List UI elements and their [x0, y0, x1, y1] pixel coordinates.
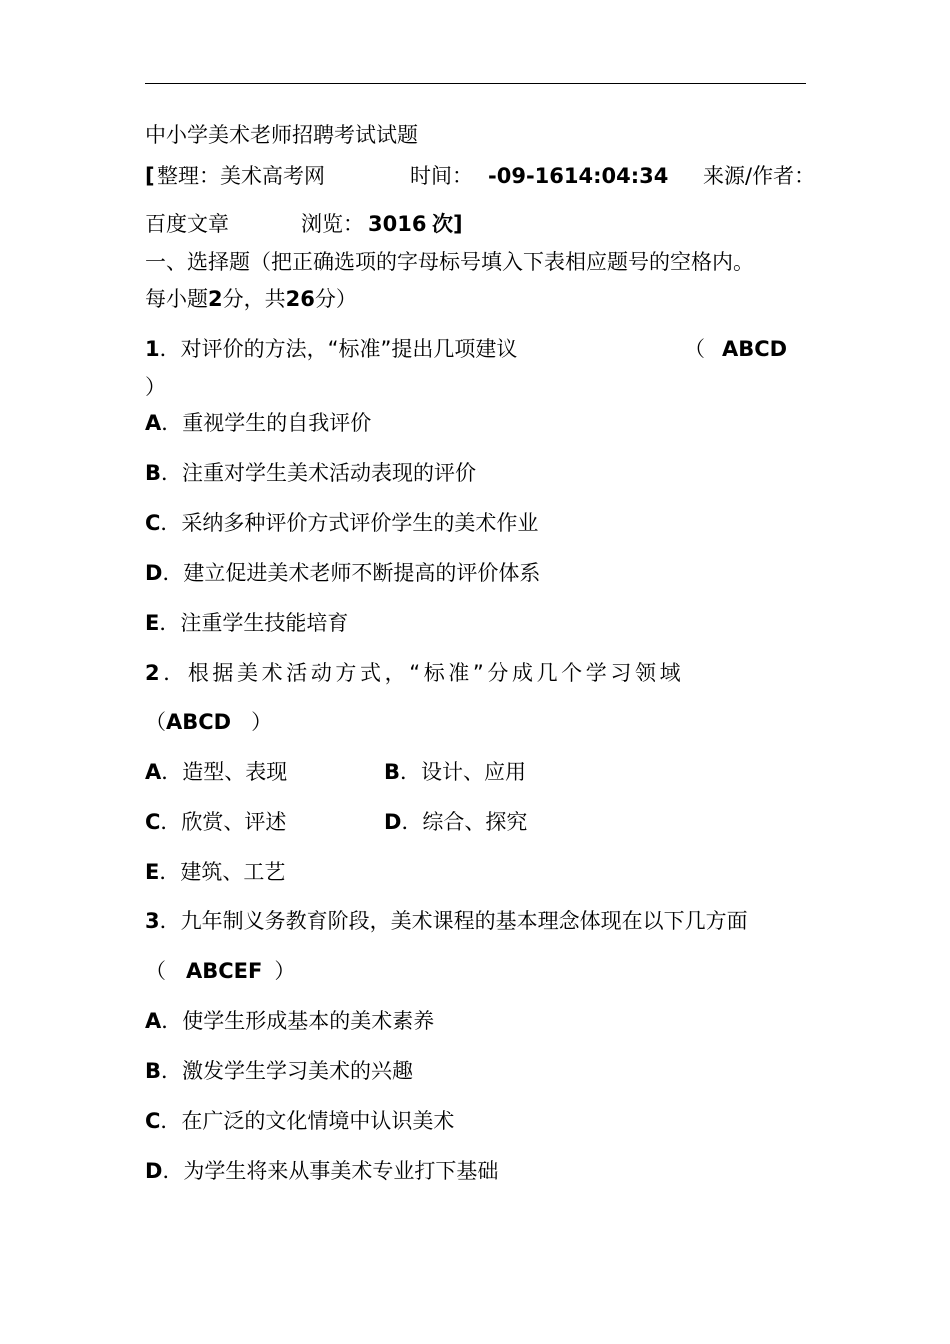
- option-e: [145, 610, 348, 636]
- option-b: [384, 759, 526, 785]
- option-letter: C: [145, 1109, 161, 1133]
- answer-paren-close: ）: [274, 959, 296, 983]
- option-letter: A: [145, 760, 162, 784]
- section-heading-text: 分）: [314, 287, 357, 311]
- question-number: 1: [145, 337, 160, 361]
- option-text: ．建筑、工艺: [159, 860, 286, 884]
- meta-views-value: 3016: [368, 212, 427, 236]
- section-heading-text: 分，共: [222, 287, 286, 311]
- question-2: [145, 660, 684, 686]
- meta-time-value: -09-1614:04:34: [488, 164, 669, 188]
- header-rule: [145, 83, 806, 84]
- meta-views-label: 浏览：: [301, 212, 364, 236]
- question-3-answer: ABCEF: [186, 959, 263, 983]
- question-1: [145, 336, 517, 362]
- option-c: [145, 1108, 454, 1134]
- option-text: ．注重对学生美术活动表现的评价: [161, 461, 477, 485]
- option-text: ．重视学生的自我评价: [161, 411, 372, 435]
- option-text: ．造型、表现: [161, 760, 288, 784]
- option-text: ．建立促进美术老师不断提高的评价体系: [162, 561, 541, 585]
- question-1-answer: ABCD: [722, 337, 788, 361]
- option-letter: A: [145, 411, 162, 435]
- answer-paren-open: （: [684, 337, 705, 361]
- option-text: ．在广泛的文化情境中认识美术: [160, 1109, 455, 1133]
- option-text: ．为学生将来从事美术专业打下基础: [162, 1159, 499, 1183]
- question-number: 2: [145, 661, 164, 685]
- option-d: [145, 1158, 498, 1184]
- meta-source-label: 来源/作者：: [703, 164, 816, 188]
- option-letter: B: [145, 1059, 162, 1083]
- question-3-answer-line: [145, 958, 295, 984]
- answer-paren-close: ）: [145, 375, 166, 399]
- option-text: ．采纳多种评价方式评价学生的美术作业: [160, 511, 539, 535]
- section-heading-line1: 一、选择题（把正确选项的字母标号填入下表相应题号的空格内。: [145, 250, 754, 274]
- option-a: [145, 1008, 434, 1034]
- option-text: ．注重学生技能培育: [159, 611, 349, 635]
- section-heading-text: 每小题: [145, 287, 208, 311]
- option-e: [145, 859, 285, 885]
- option-letter: E: [145, 860, 160, 884]
- question-text: ．九年制义务教育阶段，美术课程的基本理念体现在以下几方面: [159, 909, 748, 933]
- option-text: ．激发学生学习美术的兴趣: [161, 1059, 414, 1083]
- section-heading-line2: [145, 286, 357, 312]
- option-d: [384, 809, 527, 835]
- option-c: [145, 809, 286, 835]
- option-a: [145, 759, 287, 785]
- option-letter: B: [384, 760, 401, 784]
- answer-paren-close: ）: [251, 710, 273, 734]
- option-text: ．使学生形成基本的美术素养: [161, 1009, 435, 1033]
- meta-views-unit: 次]: [432, 212, 463, 236]
- meta-source-value: 百度文章: [145, 212, 229, 236]
- question-text: ．对评价的方法，“标准”提出几项建议: [159, 337, 518, 361]
- option-c: [145, 510, 538, 536]
- option-a: [145, 410, 371, 436]
- option-text: ．欣赏、评述: [160, 810, 287, 834]
- option-letter: B: [145, 461, 162, 485]
- option-b: [145, 1058, 413, 1084]
- document-title: 中小学美术老师招聘考试试题: [145, 123, 418, 147]
- question-2-answer: ABCD: [166, 710, 232, 734]
- option-letter: E: [145, 611, 160, 635]
- option-letter: A: [145, 1009, 162, 1033]
- option-text: ．综合、探究: [401, 810, 528, 834]
- section-points-each: 2: [208, 287, 223, 311]
- option-letter: D: [384, 810, 402, 834]
- question-2-answer-line: [145, 709, 272, 735]
- question-3: [145, 908, 748, 934]
- option-text: ．设计、应用: [400, 760, 527, 784]
- meta-time-label: 时间：: [410, 164, 473, 188]
- section-points-total: 26: [285, 287, 315, 311]
- option-b: [145, 460, 476, 486]
- option-letter: C: [145, 511, 161, 535]
- meta-open-bracket: [: [145, 164, 155, 188]
- answer-paren-open: （: [145, 710, 166, 734]
- question-text: ．根据美术活动方式，“标准”分成几个学习领域: [163, 661, 685, 685]
- answer-paren-open: （: [145, 959, 166, 983]
- option-letter: C: [145, 810, 161, 834]
- option-d: [145, 560, 540, 586]
- option-letter: D: [145, 561, 163, 585]
- meta-organizer: 整理：美术高考网: [157, 164, 325, 188]
- option-letter: D: [145, 1159, 163, 1183]
- question-number: 3: [145, 909, 160, 933]
